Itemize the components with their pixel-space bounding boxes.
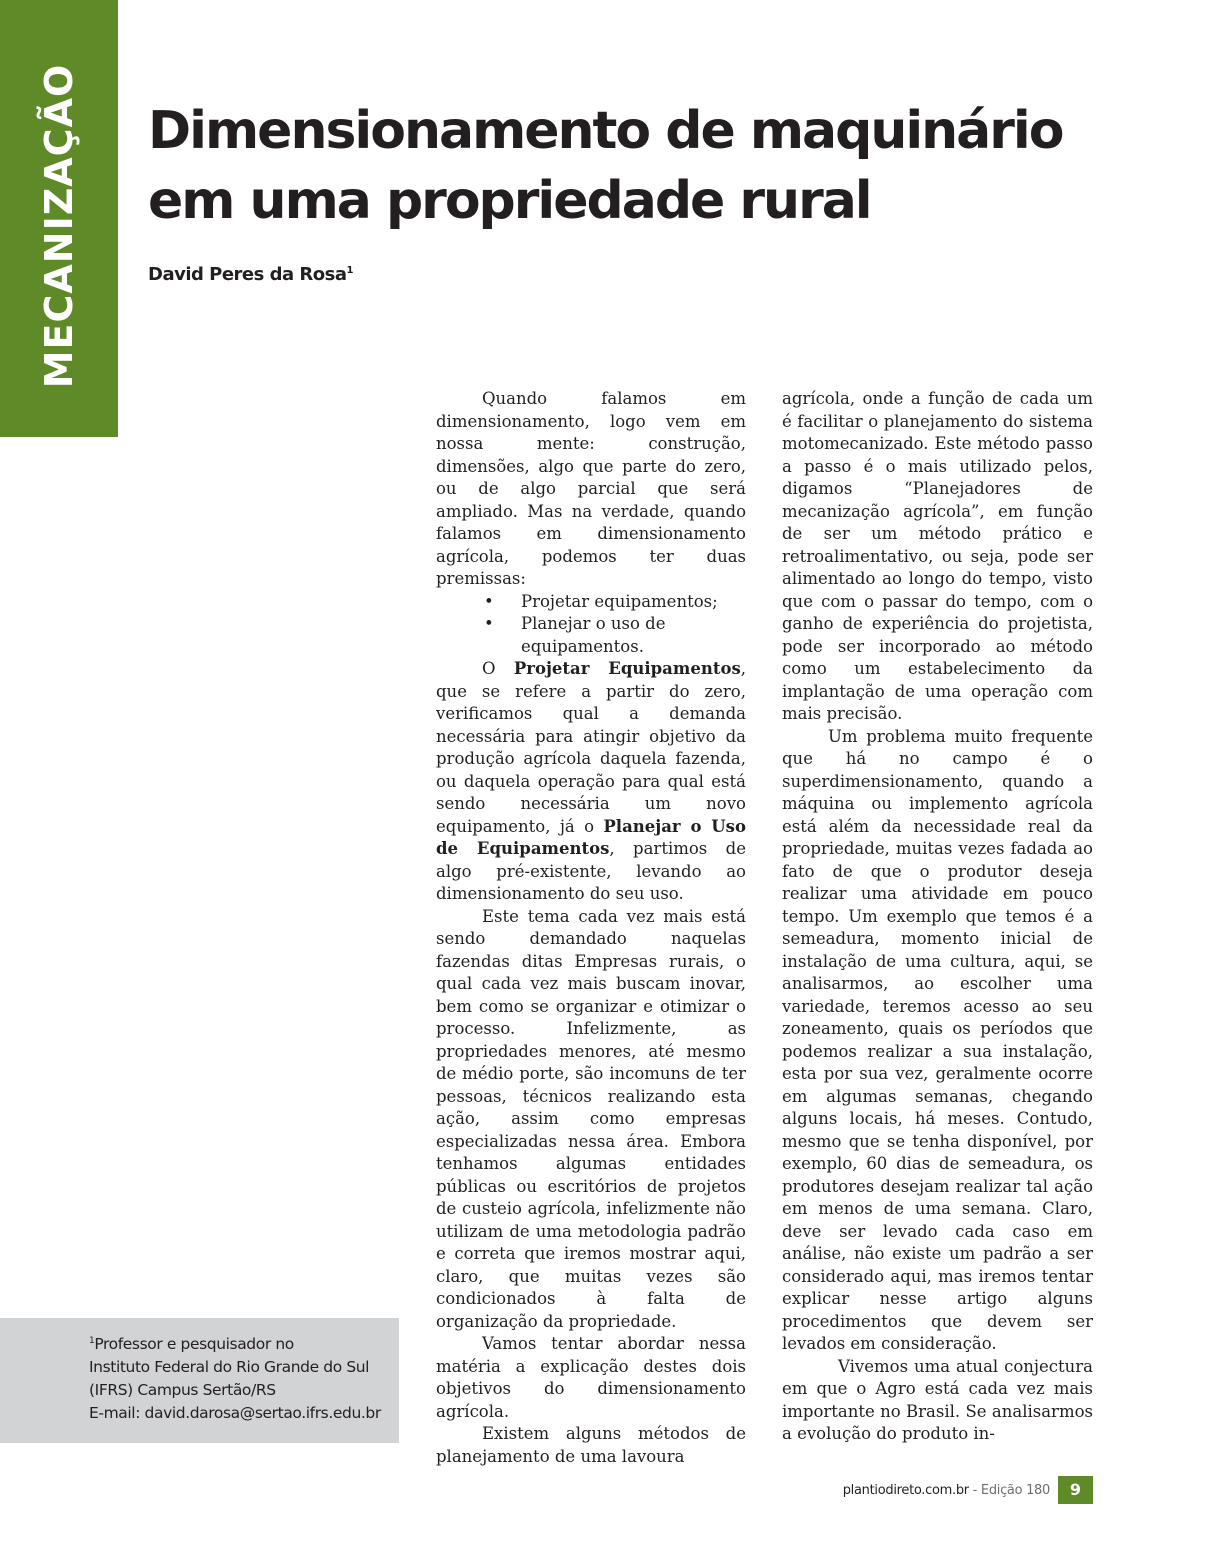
paragraph: Quando falamos em dimensionamento, logo vem em nossa mente: construção, dimensões, algo que parte do zero, ou de algo parcial que será ampliado. Mas na verdade, quando falamos em dimensionamento agrícola, podemos ter duas premissas: [436,389,746,588]
list-item-text: Projetar equipamentos; [521,591,718,611]
section-label: MECANIZAÇÃO [37,63,81,389]
footer-site: plantiodireto.com.br [842,1483,969,1498]
premises-list [436,591,746,659]
footnote-affiliation: Professor e pesquisador no [94,1335,294,1354]
title-line-1: Dimensionamento de maquinário [148,101,1063,161]
text-run: , partimos de algo pré-existente, levando ao dimensionamento do seu uso. [436,839,746,903]
section-tab [0,0,118,437]
footer-edition: - Edição 180 [968,1483,1050,1498]
footnote-ref: 1 [89,1336,95,1346]
bold-term: Planejar o Uso de Equipamentos [436,816,746,858]
paragraph: Um problema muito frequente que há no campo é o superdimensionamento, quando a máquina ou implemento agrícola está além da necessidade real da propriedade, muitas vezes fadada ao fato de que o produtor deseja realizar uma atividade em pouco tempo. Um exemplo que temos é a semeadura, momento inicial de instalação de uma cultura, aqui, se analisarmos, ao escolher uma variedade, teremos acesso ao seu zoneamento, quais os períodos que podemos realizar a sua instalação, esta por sua vez, geralmente ocorre em algumas semanas, chegando alguns locais, há meses. Contudo, mesmo que se tenha disponível, por exemplo, 60 dias de semeadura, os produtores desejam realizar tal ação em menos de uma semana. Claro, deve ser levado cada caso em análise, não existe um padrão a ser considerado aqui, mas iremos tentar explicar nesse artigo alguns procedimentos que devem ser levados em consideração. [782,726,1093,1353]
page-number: 9 [1058,1476,1093,1504]
article-column-1 [436,388,746,1468]
text-run: , que se refere a partir do zero, verificamos qual a demanda necessária para atingir objetivo da produção agrícola daquela fazenda, ou daquela operação para qual está sendo necessária um novo equipamento, já o [436,659,746,836]
list-item-text: Planejar o uso de equipamentos. [521,614,666,656]
paragraph [436,658,746,906]
page-footer [843,1483,1050,1498]
text-run: O [482,659,514,678]
bullet-icon: • [484,591,494,611]
bold-term: Projetar Equipamentos [513,659,741,678]
paragraph: Vamos tentar abordar nessa matéria a explicação destes dois objetivos do dimensionamento agrícola. [436,1334,746,1421]
footnote-line: (IFRS) Campus Sertão/RS [89,1381,276,1400]
paragraph: Vivemos uma atual conjectura em que o Agro está cada vez mais importante no Brasil. Se analisarmos a evolução do produto in- [782,1356,1093,1443]
paragraph: agrícola, onde a função de cada um é facilitar o planejamento do sistema motomecanizado. Este método passo a passo é o mais utilizado pelos, digamos “Planejadores de mecanização agrícola”, em função de ser um método prático e retroalimentativo, ou seja, pode ser alimentado ao longo do tempo, visto que com o passar do tempo, com o ganho de experiência do projetista, pode ser incorporado ao método como um estabelecimento da implantação de uma operação com mais precisão. [782,389,1093,723]
list-item [436,591,746,614]
article-title [148,96,1148,236]
title-line-2: em uma propriedade rural [148,171,871,231]
footnote-line [89,1330,381,1356]
bullet-icon: • [484,614,494,633]
footnote-line: Instituto Federal do Rio Grande do Sul [89,1358,370,1377]
footnote-email: E-mail: david.darosa@sertao.ifrs.edu.br [89,1404,381,1423]
author-footnote-ref: 1 [346,265,353,276]
author-name: David Peres da Rosa [148,264,347,285]
list-item [436,613,746,658]
article-column-2 [782,388,1093,1446]
footnote-text [89,1330,381,1425]
paragraph: Este tema cada vez mais está sendo demandado naquelas fazendas ditas Empresas rurais, o qual cada vez mais buscam inovar, bem como se organizar e otimizar o processo. Infelizmente, as propriedades menores, até mesmo de médio porte, são incomuns de ter pessoas, técnicos realizando esta ação, assim como empresas especializadas nessa área. Embora tenhamos algumas entidades públicas ou escritórios de projetos de custeio agrícola, infelizmente não utilizam de uma metodologia padrão e correta que iremos mostrar aqui, claro, que muitas vezes são condicionados à falta de organização da propriedade. [436,906,746,1331]
paragraph: Existem alguns métodos de planejamento de uma lavoura [436,1424,746,1466]
author-byline [148,264,353,285]
author-footnote-box [0,1318,399,1443]
